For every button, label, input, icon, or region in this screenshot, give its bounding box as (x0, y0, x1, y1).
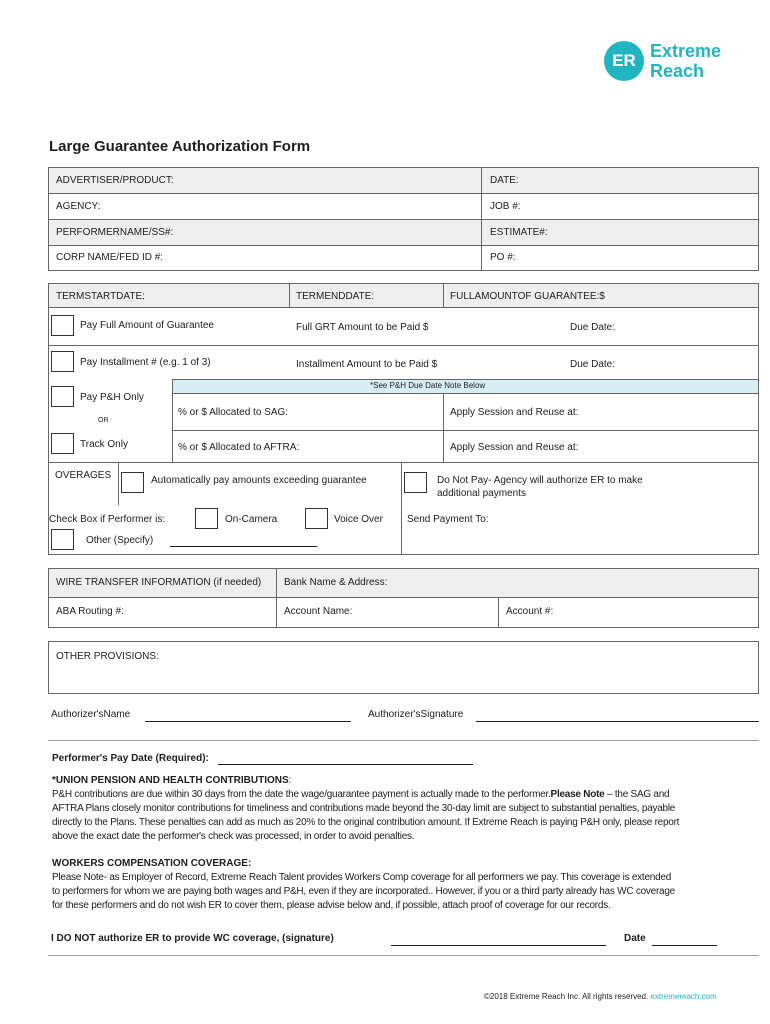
on-camera-checkbox[interactable] (195, 508, 218, 529)
track-only-checkbox[interactable] (51, 433, 74, 454)
corp-label: CORP NAME/FED ID #: (56, 252, 164, 263)
do-not-pay-checkbox[interactable] (404, 472, 427, 493)
logo-mark-icon: ER (604, 41, 644, 81)
due-date-1-label: Due Date: (570, 322, 616, 333)
do-not-pay-line1: Do Not Pay- Agency will authorize ER to make (437, 475, 643, 486)
brand-name-line2: Reach (650, 61, 705, 81)
other-provisions-label: OTHER PROVISIONS: (56, 651, 159, 662)
terms-header-row (49, 284, 758, 307)
job-label: JOB #: (490, 201, 521, 212)
form-title: Large Guarantee Authorization Form (49, 138, 311, 155)
pay-ph-only-checkbox[interactable] (51, 386, 74, 407)
pay-installment-checkbox[interactable] (51, 351, 74, 372)
send-payment-label: Send Payment To: (407, 514, 489, 525)
check-performer-label: Check Box if Performer is: (49, 514, 166, 525)
copyright-text: ©2018 Extreme Reach Inc. All rights reserved. (484, 992, 649, 1001)
union-paragraph: P&H contributions are due within 30 days from the date the wage/guarantee payment is actually made to the performer.Please Note – the SAG and AFTRA Plans closely monitor contributions for timeliness and contributions made beyond the 30-day limit are subject to substantial penalties, payable directly to the Plans. These penalties can add as much as 20% to the original contribution amount. If Extreme Reach is paying P&H only, please report above the exact date the performer's check was processed, in order to avoid penalties. (52, 789, 680, 842)
on-camera-label: On-Camera (225, 514, 278, 525)
track-only-label: Track Only (80, 439, 128, 450)
section-divider (48, 740, 759, 741)
term-start-label: TERMSTARTDATE: (56, 291, 145, 302)
apply-1-label: Apply Session and Reuse at: (450, 407, 579, 418)
wire-label: WIRE TRANSFER INFORMATION (if needed) (56, 577, 262, 588)
pay-full-checkbox[interactable] (51, 315, 74, 336)
brand-name-line1: Extreme (650, 41, 722, 61)
term-end-label: TERMENDDATE: (296, 291, 375, 302)
wc-date-line[interactable] (652, 945, 717, 946)
date-label: DATE: (490, 175, 519, 186)
po-label: PO #: (490, 252, 516, 263)
auto-pay-label: Automatically pay amounts exceeding guarantee (151, 475, 367, 486)
bank-label: Bank Name & Address: (284, 577, 388, 588)
overages-label: OVERAGES (55, 470, 112, 481)
aba-label: ABA Routing #: (56, 606, 124, 617)
pay-date-label: Performer's Pay Date (Required): (52, 753, 209, 764)
account-name-label: Account Name: (284, 606, 353, 617)
authorizer-signature-line[interactable] (476, 721, 759, 722)
auto-pay-checkbox[interactable] (121, 472, 144, 493)
do-not-pay-line2: additional payments (437, 488, 526, 499)
pay-ph-only-label: Pay P&H Only (80, 392, 144, 403)
pay-installment-label: Pay Installment # (e.g. 1 of 3) (80, 357, 211, 368)
union-heading: *UNION PENSION AND HEALTH CONTRIBUTIONS: (52, 775, 292, 786)
agency-label: AGENCY: (56, 201, 101, 212)
installment-amount-label: Installment Amount to be Paid $ (296, 359, 438, 370)
workers-paragraph: Please Note- as Employer of Record, Extreme Reach Talent provides Workers Comp coverage for all performers we pay. This coverage is extended to performers for whom we are paying both wages and P&H, even if they are incorporated.. However, if you or a third party already has WC coverage for these performers and do not wish ER to cover them, please advise below and, if possible, attach proof of coverage for our records. (52, 872, 675, 911)
wc-authorize-label: I DO NOT authorize ER to provide WC coverage, (signature) (51, 933, 334, 944)
website-link[interactable]: extremereach.com (650, 992, 717, 1001)
estimate-label: ESTIMATE#: (490, 227, 548, 238)
brand-logo (604, 41, 728, 83)
advertiser-label: ADVERTISER/PRODUCT: (56, 175, 174, 186)
full-grt-label: Full GRT Amount to be Paid $ (296, 322, 429, 333)
authorizer-name-label: Authorizer'sName (51, 709, 131, 720)
authorizer-signature-label: Authorizer'sSignature (368, 709, 464, 720)
voice-over-checkbox[interactable] (305, 508, 328, 529)
authorizer-name-line[interactable] (145, 721, 351, 722)
wc-signature-line[interactable] (391, 945, 606, 946)
account-no-label: Account #: (506, 606, 554, 617)
performer-label: PERFORMERNAME/SS#: (56, 227, 174, 238)
other-provisions-box[interactable] (48, 641, 759, 694)
footer (484, 992, 717, 1002)
aftra-alloc-label: % or $ Allocated to AFTRA: (178, 442, 300, 453)
due-date-2-label: Due Date: (570, 359, 616, 370)
full-amount-label: FULLAMOUNTOF GUARANTEE:$ (450, 291, 605, 302)
voice-over-label: Voice Over (334, 514, 383, 525)
pay-full-label: Pay Full Amount of Guarantee (80, 320, 214, 331)
footer-divider (48, 955, 759, 956)
wc-date-label: Date (624, 933, 646, 944)
pay-date-line[interactable] (218, 764, 473, 765)
other-specify-line[interactable] (170, 546, 317, 547)
workers-heading: WORKERS COMPENSATION COVERAGE: (52, 858, 252, 869)
other-label: Other (Specify) (86, 535, 154, 546)
or-label: OR (98, 417, 109, 424)
other-checkbox[interactable] (51, 529, 74, 550)
sag-alloc-label: % or $ Allocated to SAG: (178, 407, 289, 418)
ph-note: *See P&H Due Date Note Below (370, 381, 486, 390)
apply-2-label: Apply Session and Reuse at: (450, 442, 579, 453)
